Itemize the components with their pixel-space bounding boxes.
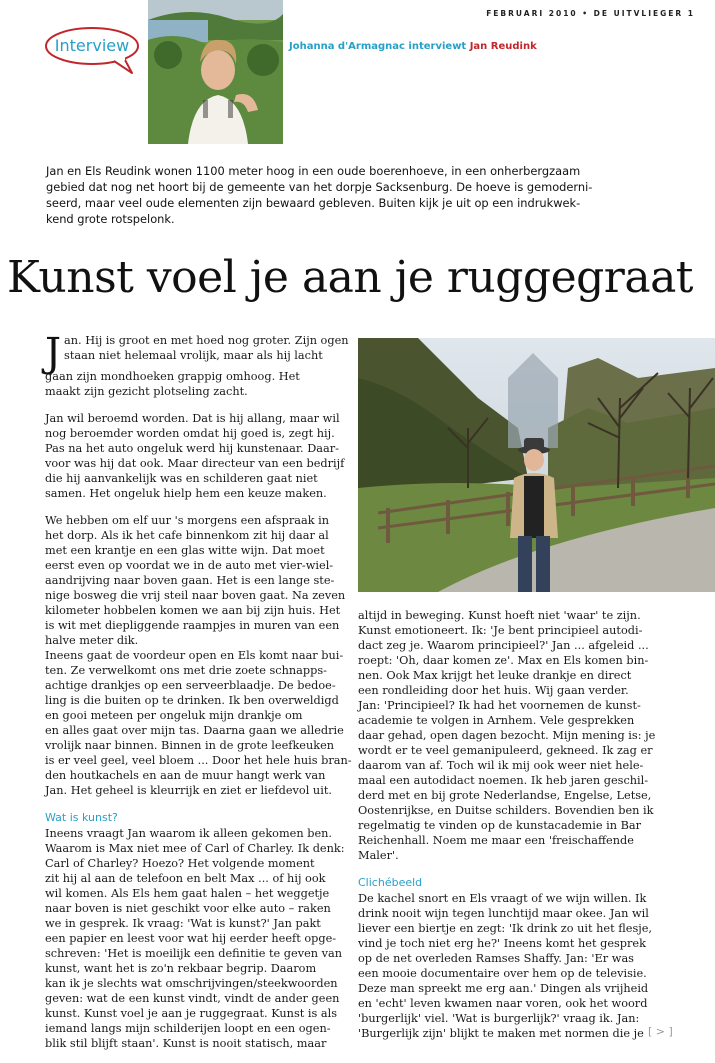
article-headline: Kunst voel je aan je ruggegraat (7, 252, 693, 303)
text-line: blik stil blijft staan'. Kunst is nooit statisch, maar (45, 1037, 327, 1050)
paragraph-1 (45, 330, 349, 399)
text-line: we in gesprek. Ik vraag: 'Wat is kunst?' Jan pakt (45, 917, 321, 930)
subhead-clichebeeld: Clichébeeld (358, 876, 423, 889)
text-line: gaan zijn mondhoeken grappig omhoog. Het (45, 370, 300, 383)
text-line: is er veel geel, veel bloem ... Door het hele huis bran- (45, 754, 352, 767)
text-line: ling is die buiten op te drinken. Ik ben overweldigd (45, 694, 339, 707)
text-line: nog beroemder worden omdat hij goed is, zegt hij. (45, 427, 335, 440)
text-line: Jan. Het geheel is kleurrijk en ziet er liefdevol uit. (45, 784, 332, 797)
text-line: met een krantje en een glas witte wijn. Dat moet (45, 544, 325, 557)
paragraph-5 (358, 608, 656, 863)
text-line: Deze man spreekt me erg aan.' Dingen als vrijheid (358, 982, 649, 995)
text-line: nen. Ook Max krijgt het leuke drankje en direct (358, 669, 632, 682)
text-line: kunst. Kunst voel je aan je ruggegraat. Kunst is als (45, 1007, 338, 1020)
text-line: Ineens vraagt Jan waarom ik alleen gekomen ben. (45, 827, 333, 840)
text-line: en gooi meteen per ongeluk mijn drankje om (45, 709, 303, 722)
text-line: eerst even op voordat we in de auto met vier-wiel- (45, 559, 334, 572)
text-line: Ineens gaat de voordeur open en Els komt naar bui- (45, 649, 344, 662)
subhead-wat-is-kunst: Wat is kunst? (45, 811, 118, 824)
text-line: geven: wat de een kunst vindt, vindt de ander geen (45, 992, 340, 1005)
continue-arrow[interactable]: [ > ] (648, 1025, 673, 1038)
paragraph-4 (45, 826, 345, 1051)
text-line: naar boven is niet geschikt voor elke auto – raken (45, 902, 331, 915)
text-line: en 'echt' leven kwamen naar voren, ook het woord (358, 997, 648, 1010)
text-line: een mooie documentaire over hem op de televisie. (358, 967, 647, 980)
text-line: ten. Ze verwelkomt ons met drie zoete schnapps- (45, 664, 327, 677)
intro-paragraph (46, 163, 658, 227)
byline (289, 41, 537, 52)
text-line: Carl of Charley? Hoezo? Het volgende moment (45, 857, 315, 870)
text-line: kunst, want het is zo'n rekbaar begrip. Daarom (45, 962, 317, 975)
text-line: liever een biertje en zegt: 'Ik drink zo uit het flesje, (358, 922, 653, 935)
text-line: samen. Het ongeluk hielp hem een keuze maken. (45, 487, 327, 500)
right-column (358, 608, 656, 1053)
text-line: Maler'. (358, 849, 399, 862)
text-line: dact zeg je. Waarom principieel?' Jan ... afgeleid ... (358, 639, 649, 652)
paragraph-3 (45, 513, 352, 798)
text-line: een papier en leest voor wat hij eerder heeft opge- (45, 932, 337, 945)
text-line: die hij aanvankelijk was en schilderen gaat niet (45, 472, 318, 485)
text-line: drink nooit wijn tegen lunchtijd maar okee. Jan wil (358, 907, 649, 920)
intro-line: kend grote rotspelonk. (46, 212, 175, 226)
paragraph-6 (358, 891, 653, 1041)
text-line: kilometer hobbelen komen we aan bij zijn huis. Het (45, 604, 341, 617)
text-line: an. Hij is groot en met hoed nog groter. Zijn ogen (64, 334, 349, 347)
text-line: zit hij al aan de telefoon en belt Max ... of hij ook (45, 872, 326, 885)
byline-subject: Jan Reudink (469, 41, 537, 52)
intro-line: gebied dat nog net hoort bij de gemeente van het dorpje Sacksenburg. De hoeve is gemoderni- (46, 180, 593, 194)
interview-badge (44, 26, 140, 70)
text-line: wordt er te veel gemanipuleerd, gekneed. Ik zag er (358, 744, 653, 757)
interview-label: Interview (54, 36, 130, 55)
text-line: staan niet helemaal vrolijk, maar als hij lacht (64, 349, 323, 362)
text-line: Pas na het auto ongeluk werd hij kunstenaar. Daar- (45, 442, 339, 455)
text-line: Oostenrijkse, en Duitse schilders. Bovendien ben ik (358, 804, 654, 817)
text-line: 'Burgerlijk zijn' blijkt te maken met normen die je (358, 1027, 644, 1040)
text-line: kan ik je slechts wat omschrijvingen/steekwoorden (45, 977, 338, 990)
text-line: op de net overleden Ramses Shaffy. Jan: 'Er was (358, 952, 634, 965)
text-line: Jan: 'Principieel? Ik had het voornemen de kunst- (358, 699, 641, 712)
text-line: achtige drankjes op een serveerblaadje. De bedoe- (45, 679, 336, 692)
text-line: is wit met diepliggende raampjes in muren van een (45, 619, 340, 632)
issue-line: FEBRUARI 2010 • DE UITVLIEGER 1 (486, 9, 695, 18)
text-line: wil komen. Als Els hem gaat halen – het weggetje (45, 887, 330, 900)
text-line: altijd in beweging. Kunst hoeft niet 'waar' te zijn. (358, 609, 641, 622)
text-line: derd met en bij grote Nederlandse, Engelse, Letse, (358, 789, 652, 802)
intro-line: seerd, maar veel oude elementen zijn bewaard gebleven. Buiten kijk je uit op een indrukwek- (46, 196, 581, 210)
text-line: een rondleiding door het huis. Wij gaan verder. (358, 684, 629, 697)
text-line: het dorp. Als ik het cafe binnenkom zit hij daar al (45, 529, 329, 542)
text-line: We hebben om elf uur 's morgens een afspraak in (45, 514, 330, 527)
text-line: Waarom is Max niet mee of Carl of Charley. Ik denk: (45, 842, 345, 855)
text-line: vind je toch niet erg he?' Ineens komt het gesprek (358, 937, 646, 950)
text-line: daar gehad, open dagen bezocht. Mijn mening is: je (358, 729, 656, 742)
text-line: nige bosweg die vrij steil naar boven gaat. Na zeven (45, 589, 346, 602)
text-line: vrolijk naar binnen. Binnen in de grote leefkeuken (45, 739, 335, 752)
text-line: maakt zijn gezicht plotseling zacht. (45, 385, 248, 398)
text-line: den houtkachels en aan de muur hangt werk van (45, 769, 326, 782)
text-line: academie te volgen in Arnhem. Vele gesprekken (358, 714, 635, 727)
text-line: regelmatig te vinden op de kunstacademie in Bar (358, 819, 642, 832)
text-line: iemand langs mijn schilderijen loopt en een ogen- (45, 1022, 331, 1035)
left-column (45, 330, 352, 1063)
paragraph-2 (45, 411, 345, 501)
text-line: maal een autodidact noemen. Ik heb jaren geschil- (358, 774, 649, 787)
text-line: schreven: 'Het is moeilijk een definitie te geven van (45, 947, 343, 960)
intro-line: Jan en Els Reudink wonen 1100 meter hoog in een oude boerenhoeve, in een onherbergzaam (46, 164, 581, 178)
text-line: Reichenhall. Noem me maar een 'freischaffende (358, 834, 634, 847)
portrait-photo (148, 0, 283, 144)
drop-cap: J (45, 330, 62, 376)
text-line: halve meter dik. (45, 634, 139, 647)
text-line: en alles gaat over mijn tas. Daarna gaan we alledrie (45, 724, 344, 737)
text-line: Kunst emotioneert. Ik: 'Je bent principieel autodi- (358, 624, 643, 637)
text-line: Jan wil beroemd worden. Dat is hij allang, maar wil (45, 412, 340, 425)
text-line: roept: 'Oh, daar komen ze'. Max en Els komen bin- (358, 654, 649, 667)
text-line: De kachel snort en Els vraagt of we wijn willen. Ik (358, 892, 647, 905)
text-line: 'burgerlijk' viel. 'Wat is burgerlijk?' vraag ik. Jan: (358, 1012, 640, 1025)
landscape-photo (358, 338, 715, 592)
text-line: voor was hij dat ook. Maar directeur van een bedrijf (45, 457, 345, 470)
text-line: daarom van af. Toch wil ik mij ook weer niet hele- (358, 759, 644, 772)
text-line: aandrijving naar boven gaan. Het is een lange ste- (45, 574, 335, 587)
byline-author: Johanna d'Armagnac interviewt (289, 41, 470, 52)
